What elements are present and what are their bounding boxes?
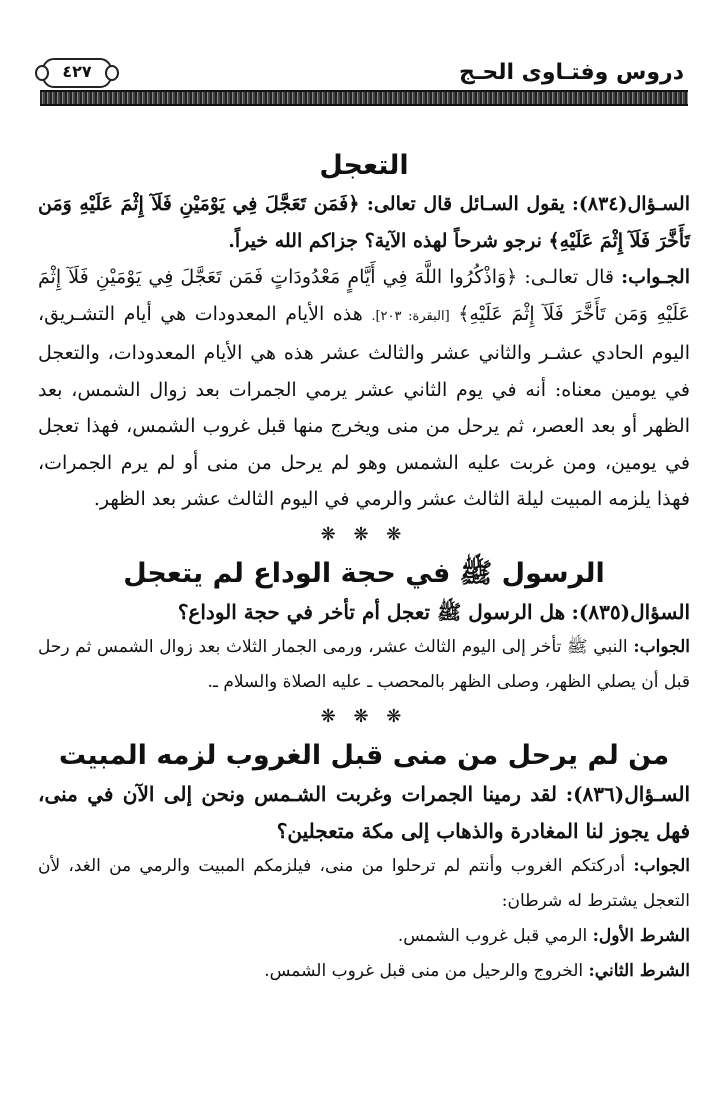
header-rule — [40, 90, 688, 106]
answer-834 — [38, 259, 690, 518]
question-text: يقول السـائل قال تعالى: ﴿فَمَن تَعَجَّلَ فِي يَوْمَيْنِ فَلَآ إِثْمَ عَلَيْهِ وَمَن تَأَخَّرَ فَلَآ إِثْمَ عَلَيْهِ﴾ نرجو شرحاً لهذه الآية؟ جزاكم الله خيراً. — [38, 193, 690, 252]
answer-836 — [38, 849, 690, 919]
section-heading-1: التعجل — [319, 150, 409, 181]
question-label: السؤال(٨٣٥): — [571, 599, 690, 624]
page-body — [38, 146, 690, 989]
page-number-badge: ٤٢٧ — [42, 58, 112, 88]
answer-text: هذه الأيام المعدودات هي أيام التشـريق، اليوم الحادي عشـر والثاني عشر والثالث عشر هذه هي الأيام المعدودات، والتعجل في يومين معناه: أنه في يوم الثاني عشر يرمي الجمرات بعد زوال الشمس، بعد الظهر أو بعد العصر، ثم يرحل من منى ويخرج منها قبل غروب الشمس، فهذا تعجل في يومين، ومن غربت عليه الشمس وهو لم يرحل من منى أو لم يرم الجمرات، فهذا يلزمه المبيت ليلة الثالث عشر والرمي في اليوم الثالث عشر بعد الظهر. — [38, 302, 690, 510]
answer-label: الجواب: — [633, 856, 690, 876]
condition-label: الشرط الأول: — [592, 926, 690, 946]
answer-label: الجواب: — [633, 637, 690, 657]
answer-text: النبي ﷺ تأخر إلى اليوم الثالث عشر، ورمى الجمار الثلاث بعد زوال الشمس ثم رحل قبل أن يصلي الظهر، وصلى الظهر بالمحصب ـ عليه الصلاة والسلام ـ. — [38, 637, 690, 692]
condition-text: الرمي قبل غروب الشمس. — [397, 926, 588, 946]
separator-stars-1: ❋ ❋ ❋ — [320, 523, 408, 545]
separator-stars-2: ❋ ❋ ❋ — [320, 706, 408, 727]
question-text: هل الرسول ﷺ تعجل أم تأخر في حجة الوداع؟ — [177, 599, 566, 624]
question-835 — [38, 594, 690, 631]
section-heading-3: من لم يرحل من منى قبل الغروب لزمه المبيت — [58, 740, 670, 771]
running-header — [40, 58, 688, 88]
quran-reference: [البقرة: ٢٠٣]. — [371, 308, 450, 324]
answer-text: أدركتكم الغروب وأنتم لم ترحلوا من منى، فيلزمكم المبيت والرمي من الغد، لأن التعجل يشترط له شرطان: — [38, 856, 690, 911]
condition-text: الخروج والرحيل من منى قبل غروب الشمس. — [264, 961, 584, 981]
answer-intro: قال تعالـى: ﴿وَاذْكُرُوا اللَّهَ فِي أَيَّامٍ مَعْدُودَاتٍ فَمَن تَعَجَّلَ فِي يَوْمَيْنِ فَلَآ إِثْمَ عَلَيْهِ وَمَن تَأَخَّرَ فَلَآ إِثْمَ عَلَيْهِ﴾ — [38, 266, 690, 325]
question-label: السـؤال(٨٣٦): — [565, 782, 691, 806]
question-836 — [38, 776, 690, 849]
section-heading-2: الرسول ﷺ في حجة الوداع لم يتعجل — [123, 557, 605, 589]
condition-second — [38, 954, 690, 989]
book-title: دروس وفتـاوى الحـج — [458, 60, 684, 85]
condition-first — [38, 919, 690, 954]
question-text: لقد رمينا الجمرات وغربت الشـمس ونحن إلى الآن في منى، فهل يجوز لنا المغادرة والذهاب إلى مكة متعجلين؟ — [38, 782, 690, 843]
answer-label: الجـواب: — [621, 266, 690, 288]
answer-835 — [38, 630, 690, 700]
question-label: السـؤال(٨٣٤): — [571, 193, 690, 215]
question-834 — [38, 186, 690, 259]
condition-label: الشرط الثاني: — [588, 961, 690, 981]
